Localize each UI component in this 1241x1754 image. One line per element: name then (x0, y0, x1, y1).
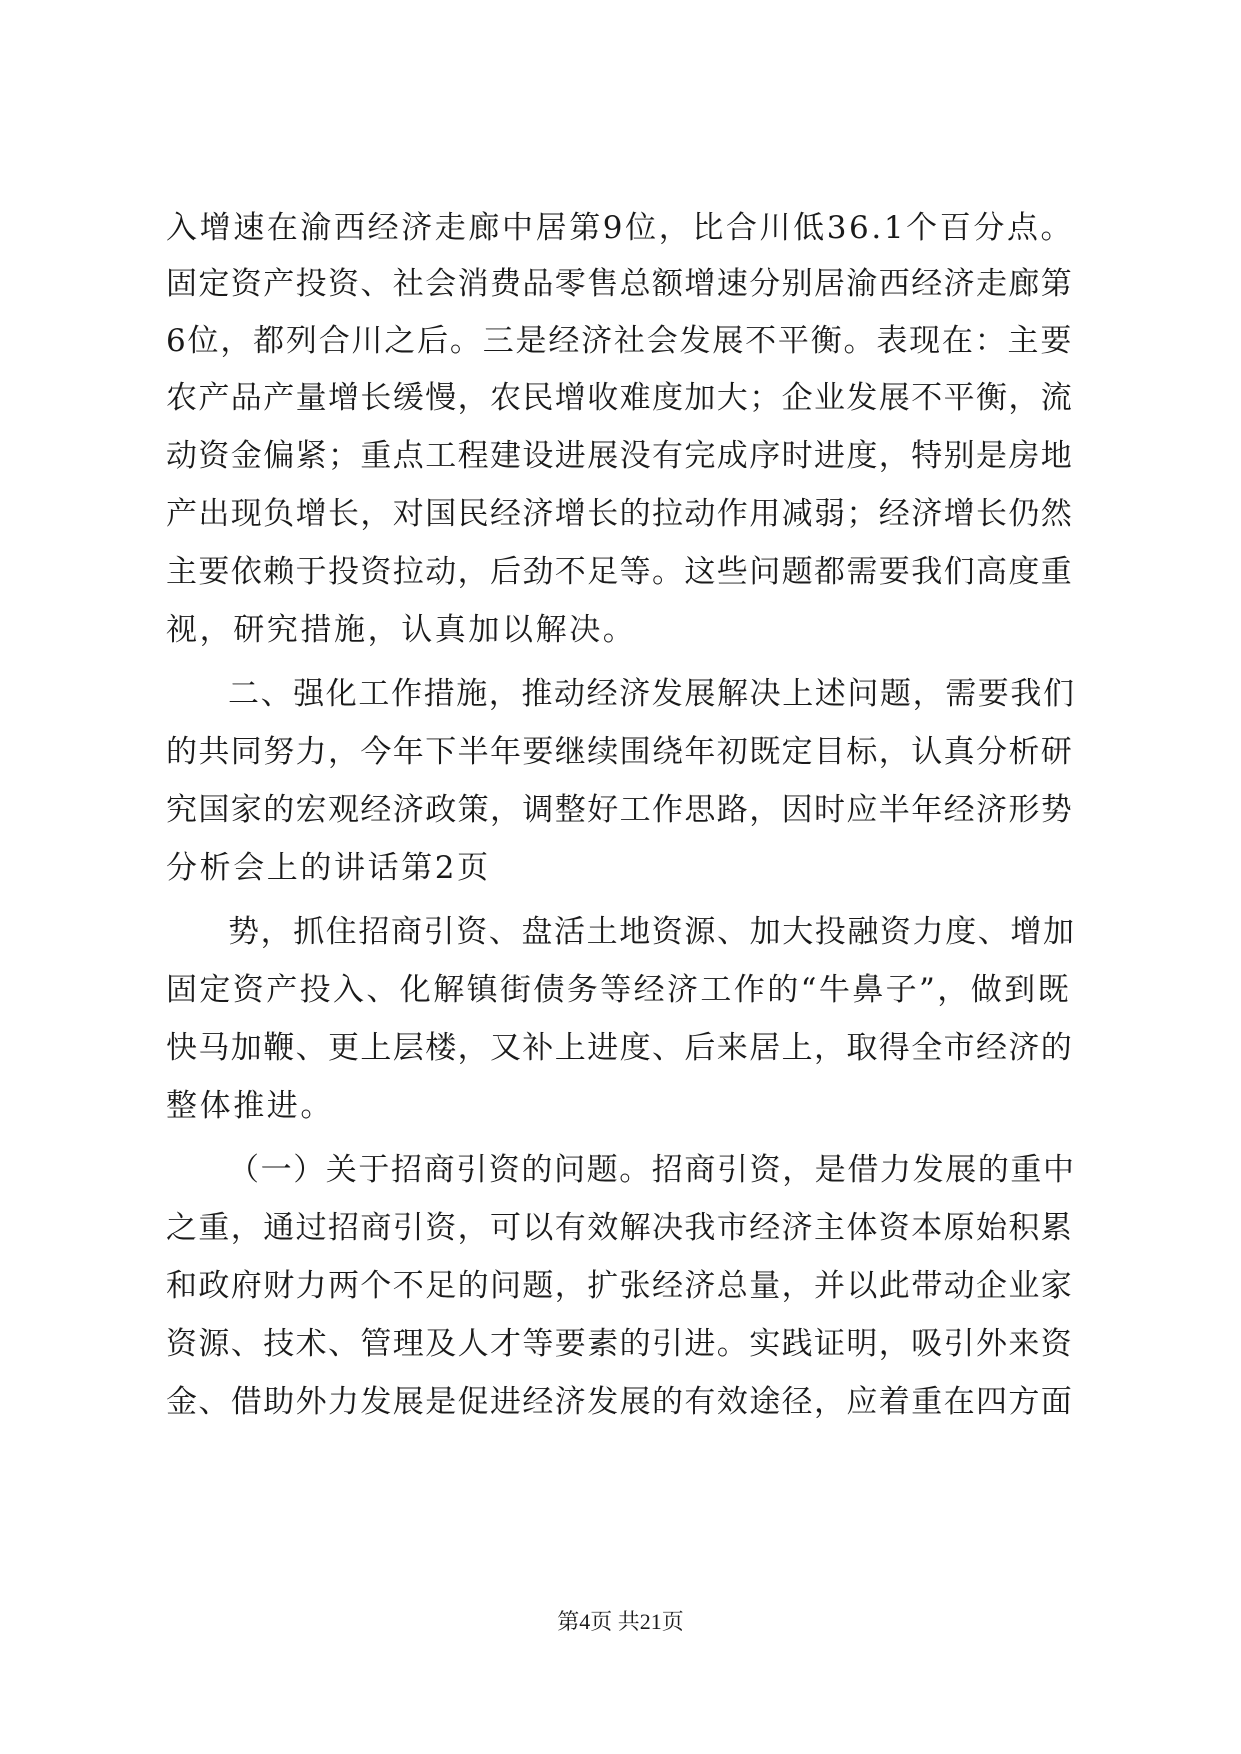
page-number-footer: 第4页 共21页 (557, 1609, 684, 1634)
body-text-line: 固定资产投入、化解镇街债务等经济工作的“牛鼻子”，做到既 (166, 972, 1071, 1008)
subsection-heading-line: （一）关于招商引资的问题。招商引资，是借力发展的重中 (228, 1152, 1076, 1188)
body-text-line: 主要依赖于投资拉动，后劲不足等。这些问题都需要我们高度重 (166, 554, 1074, 590)
body-text-line: 产出现负增长，对国民经济增长的拉动作用减弱；经济增长仍然 (166, 496, 1074, 532)
section-heading-line: 二、强化工作措施，推动经济发展解决上述问题，需要我们 (228, 676, 1076, 712)
body-text-line: 固定资产投资、社会消费品零售总额增速分别居渝西经济走廊第 (166, 266, 1074, 302)
body-text-line: 分析会上的讲话第2页 (166, 850, 491, 886)
body-text-line: 势，抓住招商引资、盘活土地资源、加大投融资力度、增加 (228, 914, 1076, 950)
body-text-line: 之重，通过招商引资，可以有效解决我市经济主体资本原始积累 (166, 1210, 1074, 1246)
body-text-line: 的共同努力，今年下半年要继续围绕年初既定目标，认真分析研 (166, 734, 1074, 770)
body-text-line: 动资金偏紧；重点工程建设进展没有完成序时进度，特别是房地 (166, 438, 1074, 474)
body-text-line: 农产品产量增长缓慢，农民增收难度加大；企业发展不平衡，流 (166, 380, 1074, 416)
body-text-line: 金、借助外力发展是促进经济发展的有效途径，应着重在四方面 (166, 1384, 1074, 1420)
body-text-line: 入增速在渝西经济走廊中居第9位，比合川低36.1个百分点。 (166, 210, 1075, 246)
body-text-line: 视，研究措施，认真加以解决。 (166, 612, 637, 648)
body-text-line: 和政府财力两个不足的问题，扩张经济总量，并以此带动企业家 (166, 1268, 1074, 1304)
body-text-line: 究国家的宏观经济政策，调整好工作思路，因时应半年经济形势 (166, 792, 1074, 828)
body-text-line: 整体推进。 (166, 1088, 334, 1124)
body-text-line: 资源、技术、管理及人才等要素的引进。实践证明，吸引外来资 (166, 1326, 1074, 1362)
body-text-line: 6位，都列合川之后。三是经济社会发展不平衡。表现在：主要 (166, 323, 1074, 359)
body-text-line: 快马加鞭、更上层楼，又补上进度、后来居上，取得全市经济的 (166, 1030, 1074, 1066)
